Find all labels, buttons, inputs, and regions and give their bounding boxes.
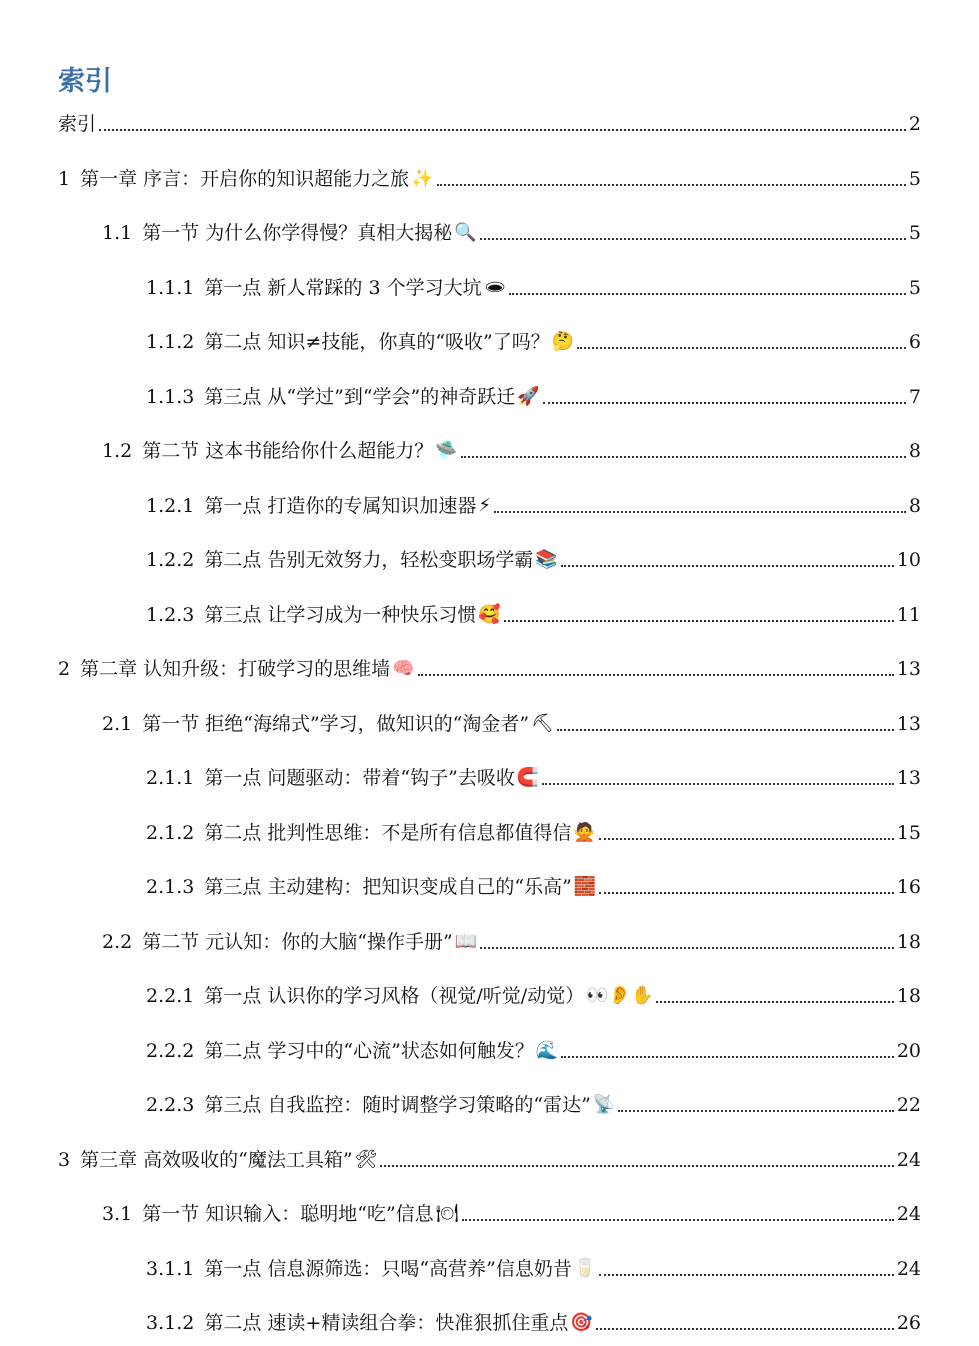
toc-entry-title: 第三点 主动建构：把知识变成自己的“乐高” [204,876,572,898]
toc-entry[interactable] [146,325,921,355]
dot-leader [504,620,894,622]
dot-leader [656,1001,893,1003]
toc-entry-title: 第一节 为什么你学得慢？真相大揭秘 [142,222,453,244]
toc-entry-number: 3 [58,1148,71,1171]
toc-entry[interactable] [146,870,921,900]
sparkles-icon: ✨ [411,167,434,189]
toc-entry-title: 第一节 拒绝“海绵式”学习，做知识的“淘金者” [142,712,530,735]
rocket-icon: 🚀 [517,385,540,407]
toc-heading: 索引 [58,66,112,97]
toc-entry-page-number: 26 [896,1312,921,1334]
toc-entry[interactable] [102,216,921,246]
wave-icon: 🌊 [535,1039,559,1061]
dot-leader [480,238,906,240]
toc-entry-page-number: 13 [896,658,921,680]
toc-entry-title: 第一节 知识输入：聪明地“吃”信息 [142,1203,434,1225]
toc-entry-number: 3.1.1 [146,1257,195,1280]
eyes-ear-hand-icon: 👀👂✋ [586,985,654,1006]
toc-entry-title: 第二节 元认知：你的大脑“操作手册” [142,930,453,953]
toc-entry[interactable] [146,489,921,519]
brick-icon: 🧱 [573,876,597,897]
hole-icon: 🕳 [483,276,507,298]
dot-leader [494,511,906,513]
toc-entry-number: 1.2.2 [146,549,195,571]
dot-leader [380,1165,893,1167]
toc-entry-page-number: 8 [908,440,921,462]
magnifier-icon: 🔍 [454,222,477,243]
toc-entry-page-number: 7 [908,385,921,408]
toc-entry-title: 第二点 告别无效努力，轻松变职场学霸 [204,549,534,571]
thinking-face-icon: 🤔 [551,331,575,352]
toc-entry-title: 第一点 认识你的学习风格（视觉/听觉/动觉） [204,985,585,1007]
toc-entry-page-number: 13 [896,767,921,789]
toc-entry-number: 2.1.3 [146,876,195,898]
toc-entry-number: 2.1 [102,712,133,735]
toc-entry-page-number: 13 [896,712,921,735]
dot-leader [561,1056,894,1058]
pickaxe-icon: ⛏ [531,712,554,734]
toc-entry-number: 2.2.2 [146,1039,195,1062]
toc-entry-page-number: 16 [896,876,921,898]
toc-entry[interactable] [146,761,921,791]
toc-entry[interactable] [146,380,921,410]
dot-leader [418,674,894,676]
dot-leader [462,1219,894,1221]
tools-icon: 🛠 [354,1148,378,1170]
toc-entry[interactable] [146,598,921,628]
dot-leader [577,347,906,349]
toc-entry-title: 第二章 认知升级：打破学习的思维墙 [80,658,391,680]
toc-entry[interactable] [102,434,921,464]
toc-entry-number: 3.1 [102,1203,133,1225]
toc-entry-page-number: 24 [896,1257,921,1280]
toc-entry-page-number: 8 [908,494,921,517]
toc-entry[interactable] [146,1306,921,1336]
toc-entry[interactable] [146,1088,921,1118]
toc-entry-title: 第一章 序言：开启你的知识超能力之旅 [80,167,410,190]
toc-entry-number: 1.1 [102,222,133,244]
toc-entry-number: 1.2 [102,440,133,462]
toc-entry-page-number: 2 [908,113,921,135]
toc-entry-number: 2 [58,658,71,680]
toc-entry-number: 2.2 [102,930,133,953]
brain-icon: 🧠 [392,658,415,679]
toc-entry[interactable] [102,707,921,737]
toc-entry-page-number: 15 [896,821,921,844]
dot-leader [557,729,894,731]
toc-entry-title: 第三点 让学习成为一种快乐习惯 [204,603,477,626]
dot-leader [599,1274,894,1276]
toc-entry-title: 第一点 信息源筛选：只喝“高营养”信息奶昔 [204,1257,572,1280]
open-book-icon: 📖 [454,930,478,952]
dot-leader [480,947,894,949]
dot-leader [509,293,905,295]
toc-entry-number: 2.2.1 [146,985,195,1007]
toc-entry-number: 1.1.1 [146,276,195,299]
dot-leader [437,184,906,186]
toc-entry[interactable] [58,162,921,192]
toc-entry-title: 第二点 知识≠技能，你真的“吸收”了吗？ [204,331,550,353]
ufo-icon: 🛸 [435,440,458,461]
toc-entry-number: 2.2.3 [146,1094,195,1116]
toc-entry[interactable] [146,979,921,1009]
toc-entry[interactable] [146,1034,921,1064]
toc-entry-page-number: 5 [908,276,921,299]
toc-entry-title: 第三章 高效吸收的“魔法工具箱” [80,1148,353,1171]
books-icon: 📚 [535,549,558,570]
dot-leader [561,565,894,567]
toc-entry-title: 第一点 新人常踩的 3 个学习大坑 [204,276,482,299]
toc-entry-title: 第二节 这本书能给你什么超能力？ [142,440,434,462]
toc-entry-number: 1.1.3 [146,385,195,408]
toc-entry[interactable] [146,1252,921,1282]
toc-entry-page-number: 11 [896,603,921,626]
toc-entry[interactable] [146,271,921,301]
toc-entry[interactable] [146,816,921,846]
dot-leader [542,783,894,785]
dot-leader [599,892,894,894]
plate-utensils-icon: 🍽 [435,1203,459,1224]
toc-entry[interactable] [102,925,921,955]
toc-entry-page-number: 20 [896,1039,921,1062]
radar-dish-icon: 📡 [592,1094,616,1115]
person-gesturing-no-icon: 🙅 [573,821,596,843]
dot-leader [543,402,906,404]
toc-entry-title: 第一点 问题驱动：带着“钩子”去吸收 [204,767,515,789]
toc-entry[interactable] [58,107,921,137]
toc-entry-number: 2.1.2 [146,821,195,844]
toc-entry-title: 第一点 打造你的专属知识加速器 [204,494,477,517]
toc-entry-page-number: 5 [908,222,921,244]
toc-entry-page-number: 10 [896,549,921,571]
toc-entry-number: 1.1.2 [146,331,195,353]
dot-leader [596,1328,894,1330]
toc-entry[interactable] [146,543,921,573]
toc-entry-page-number: 18 [896,985,921,1007]
dot-leader [618,1110,894,1112]
toc-entry-page-number: 22 [896,1094,921,1116]
toc-entry-page-number: 5 [908,167,921,190]
lightning-icon: ⚡ [478,494,492,516]
toc-entry-number: 3.1.2 [146,1312,195,1334]
toc-entry-number: 2.1.1 [146,767,195,789]
toc-entry-title: 第三点 自我监控：随时调整学习策略的“雷达” [204,1094,591,1116]
toc-entry-page-number: 18 [896,930,921,953]
milk-glass-icon: 🥛 [573,1257,597,1279]
toc-entry-number: 1 [58,167,71,190]
toc-entry[interactable] [58,1143,921,1173]
toc-entry-number: 1.2.1 [146,494,195,517]
dot-leader [99,129,906,131]
toc-entry-title: 第三点 从“学过”到“学会”的神奇跃迁 [204,385,516,408]
toc-entry-page-number: 6 [908,331,921,353]
target-icon: 🎯 [570,1312,593,1333]
toc-entry-page-number: 24 [896,1148,921,1171]
magnet-icon: 🧲 [516,767,540,788]
toc-entry-title: 索引 [58,113,97,135]
dot-leader [461,456,906,458]
toc-entry[interactable] [102,1197,921,1227]
toc-entry-title: 第二点 学习中的“心流”状态如何触发？ [204,1039,534,1062]
dot-leader [599,838,894,840]
toc-entry-page-number: 24 [896,1203,921,1225]
toc-entry[interactable] [58,652,921,682]
toc-entry-number: 1.2.3 [146,603,195,626]
toc-entry-title: 第二点 批判性思维：不是所有信息都值得信 [204,821,572,844]
toc-entry-title: 第二点 速读+精读组合拳：快准狠抓住重点 [204,1312,569,1334]
smiling-hearts-icon: 🥰 [478,603,501,625]
